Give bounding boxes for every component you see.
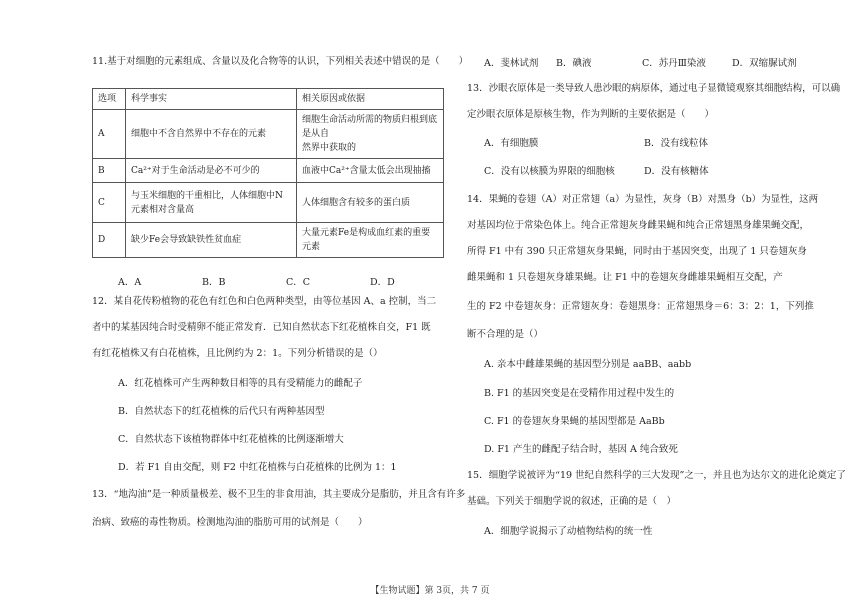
option-b[interactable]: B．碘液 [556, 58, 592, 69]
reason-line: 细胞生命活动所需的物质归根到底是从自 [302, 115, 438, 139]
q12-option-b[interactable]: B．自然状态下的红花植株的后代只有两种基因型 [118, 406, 325, 417]
q12-line: 12．某自花传粉植物的花色有红色和白色两种类型，由等位基因 A、a 控制，当二 [92, 296, 437, 307]
q12-option-a[interactable]: A．红花植株可产生两种数目相等的具有受精能力的雌配子 [118, 378, 363, 389]
page-footer: 【生物试题】第 3页，共 7 页 [370, 586, 490, 596]
q13-left-line: 13．“地沟油”是一种质量极差、极不卫生的非食用油，其主要成分是脂肪，并且含有许多 [92, 489, 466, 500]
q14-line: 对基因均位于常染色体上。纯合正常翅灰身雌果蝇和纯合正常翅黑身雄果蝇交配， [467, 220, 810, 231]
q12-option-d[interactable]: D．若 F1 自由交配，则 F2 中红花植株与白花植株的比例为 1：1 [118, 462, 397, 473]
table-header-cell: 相关原因或依据 [297, 89, 444, 110]
q13-right-option-a[interactable]: A．有细胞膜 [484, 138, 539, 149]
reason-line: 然界中获取的 [302, 143, 357, 153]
q13-right-line: 13．沙眼衣原体是一类导致人患沙眼的病原体，通过电子显微镜观察其细胞结构，可以确 [467, 83, 841, 94]
table-cell-option: C [93, 183, 126, 223]
table-cell-option: B [93, 159, 126, 183]
q14-line: 断不合理的是（） [467, 329, 544, 340]
q13-right-option-c[interactable]: C．没有以核膜为界限的细胞核 [484, 166, 615, 177]
q13-left-line: 治病、致癌的毒性物质。检测地沟油的脂肪可用的试剂是（ ） [92, 517, 368, 528]
table-cell-reason: 大量元素Fe是构成血红素的重要元素 [297, 223, 444, 258]
table-row [93, 159, 444, 183]
table-row [93, 223, 444, 258]
q14-option-c[interactable]: C. F1 的卷翅灰身果蝇的基因型都是 AaBb [484, 416, 665, 427]
q11-options [118, 274, 454, 288]
q13-right-line: 定沙眼衣原体是原核生物，作为判断的主要依据是（ ） [467, 109, 715, 120]
table-cell-reason: 人体细胞含有较多的蛋白质 [297, 183, 444, 223]
q13-right-option-b[interactable]: B．没有线粒体 [644, 138, 708, 149]
q13-left-options [484, 55, 828, 69]
table-cell-fact: 缺少Fe会导致缺铁性贫血症 [126, 223, 297, 258]
q11-option-c[interactable]: C．C [286, 277, 311, 288]
q12-option-c[interactable]: C．自然状态下该植物群体中红花植株的比例逐渐增大 [118, 434, 344, 445]
q11-option-d[interactable]: D．D [370, 277, 395, 288]
q14-option-d[interactable]: D. F1 产生的雌配子结合时，基因 A 纯合致死 [484, 444, 678, 455]
q14-option-b[interactable]: B. F1 的基因突变是在受精作用过程中发生的 [484, 388, 675, 399]
q11-option-b[interactable]: B．B [202, 277, 226, 288]
q14-line: 生的 F2 中卷翅灰身：正常翅灰身：卷翅黑身：正常翅黑身＝6：3：2：1，下列推 [467, 301, 814, 312]
table-cell-fact [126, 183, 297, 223]
table-row [93, 183, 444, 223]
option-d[interactable]: D．双缩脲试剂 [732, 58, 797, 69]
fact-line: 与玉米细胞的干重相比，人体细胞中N [131, 190, 283, 201]
table-header-row [93, 89, 444, 110]
table-cell-reason [297, 110, 444, 159]
table-cell-option: D [93, 223, 126, 258]
table-cell-option: A [93, 110, 126, 159]
q15-line: 15．细胞学说被评为“19 世纪自然科学的三大发现”之一，并且也为达尔文的进化论奠定了 [467, 470, 846, 481]
q14-option-a[interactable]: A. 亲本中雌雄果蝇的基因型分别是 aaBB、aabb [484, 359, 692, 370]
table-cell-fact: 细胞中不含自然界中不存在的元素 [126, 110, 297, 159]
q11-table [92, 88, 444, 258]
q14-line: 雌果蝇和 1 只卷翅灰身雄果蝇。让 F1 中的卷翅灰身雌雄果蝇相互交配，产 [467, 272, 783, 283]
fact-line: 元素相对含量高 [131, 204, 195, 215]
q12-line: 者中的某基因纯合时受精卵不能正常发育．已知自然状态下红花植株自交，F1 既 [92, 322, 431, 333]
q11-stem: 11.基于对细胞的元素组成、含量以及化合物等的认识，下列相关表述中错误的是（ ） [92, 56, 469, 67]
q12-line: 有红花植株又有白花植株，且比例约为 2：1。下列分析错误的是（） [92, 348, 383, 359]
table-row [93, 110, 444, 159]
q14-line: 所得 F1 中有 390 只正常翅灰身果蝇，同时由于基因突变，出现了 1 只卷翅灰身 [467, 246, 807, 257]
table-header-cell: 选项 [93, 89, 126, 110]
table-cell-reason: 血液中Ca²⁺含量太低会出现抽搐 [297, 159, 444, 183]
q11-option-a[interactable]: A．A [118, 277, 142, 288]
q14-line: 14．果蝇的卷翅（A）对正常翅（a）为显性，灰身（B）对黑身（b）为显性，这两 [467, 194, 819, 205]
q15-line: 基础。下列关于细胞学说的叙述，正确的是（ ） [467, 496, 677, 507]
table-header-cell: 科学事实 [126, 89, 297, 110]
q13-right-option-d[interactable]: D．没有核糖体 [644, 166, 709, 177]
option-c[interactable]: C．苏丹Ⅲ染液 [642, 58, 706, 69]
table-cell-fact: Ca²⁺对于生命活动是必不可少的 [126, 159, 297, 183]
option-a[interactable]: A．斐林试剂 [484, 58, 539, 69]
q15-option-a[interactable]: A．细胞学说揭示了动植物结构的统一性 [484, 526, 653, 537]
